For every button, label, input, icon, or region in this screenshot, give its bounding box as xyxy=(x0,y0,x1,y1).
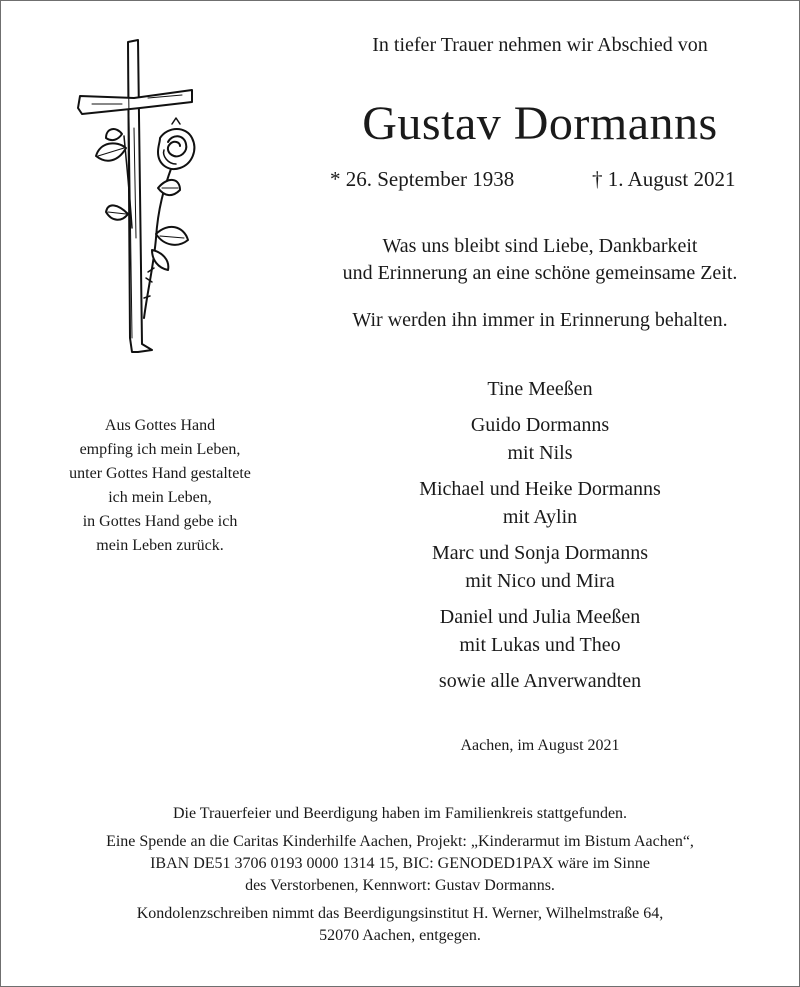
psalm-line: ich mein Leben, xyxy=(108,489,212,506)
mourner-line: Tine Meeßen xyxy=(487,378,593,400)
mourner-group xyxy=(330,539,750,595)
deceased-name: Gustav Dormanns xyxy=(362,97,718,150)
mourner-line: mit Aylin xyxy=(502,506,578,528)
mourner-line: Guido Dormanns xyxy=(470,414,610,436)
psalm-line: mein Leben zurück. xyxy=(96,537,224,554)
condolence-notice xyxy=(20,903,780,947)
condolence-line: 52070 Aachen, entgegen. xyxy=(319,927,481,944)
mourner-line: sowie alle Anverwandten xyxy=(438,670,642,692)
psalm-verse xyxy=(20,414,300,558)
ceremony-notice: Die Trauerfeier und Beerdigung haben im Familienkreis stattgefunden. xyxy=(172,805,628,822)
cross-with-rose-icon xyxy=(72,38,202,356)
mourner-group xyxy=(330,475,750,531)
memory-statement: Wir werden ihn immer in Erinnerung behalten. xyxy=(352,309,728,331)
quote-line: und Erinnerung an eine schöne gemeinsame Zeit. xyxy=(342,262,738,284)
mourner-line: mit Nils xyxy=(507,442,573,464)
mourner-line: mit Lukas und Theo xyxy=(459,634,621,656)
mourners-list xyxy=(330,375,750,703)
psalm-line: empfing ich mein Leben, xyxy=(79,441,241,458)
mourner-group xyxy=(330,603,750,659)
mourner-group xyxy=(330,375,750,403)
psalm-line: Aus Gottes Hand xyxy=(104,417,216,434)
death-date: † 1. August 2021 xyxy=(592,167,736,191)
donation-line: des Verstorbenen, Kennwort: Gustav Dormanns. xyxy=(245,877,555,894)
psalm-line: unter Gottes Hand gestaltete xyxy=(69,465,251,482)
donation-notice xyxy=(20,831,780,897)
mourner-line: Michael und Heike Dormanns xyxy=(419,478,661,500)
mourner-line: Marc und Sonja Dormanns xyxy=(431,542,649,564)
mourner-group xyxy=(330,411,750,467)
psalm-line: in Gottes Hand gebe ich xyxy=(82,513,238,530)
footer-notice xyxy=(20,803,780,953)
donation-line: Eine Spende an die Caritas Kinderhilfe Aachen, Projekt: „Kinderarmut im Bistum Aachen“, xyxy=(106,833,694,850)
quote-line: Was uns bleibt sind Liebe, Dankbarkeit xyxy=(382,235,698,257)
mourner-line: mit Nico und Mira xyxy=(465,570,615,592)
birth-date: * 26. September 1938 xyxy=(330,167,515,191)
condolence-line: Kondolenzschreiben nimmt das Beerdigungsinstitut H. Werner, Wilhelmstraße 64, xyxy=(136,905,664,922)
intro-text: In tiefer Trauer nehmen wir Abschied von xyxy=(372,34,708,56)
donation-line: IBAN DE51 3706 0193 0000 1314 15, BIC: GENODED1PAX wäre im Sinne xyxy=(150,855,650,872)
memorial-quote xyxy=(300,233,780,287)
mourner-line: Daniel und Julia Meeßen xyxy=(439,606,641,628)
place-date: Aachen, im August 2021 xyxy=(460,737,620,754)
mourner-group xyxy=(330,667,750,695)
